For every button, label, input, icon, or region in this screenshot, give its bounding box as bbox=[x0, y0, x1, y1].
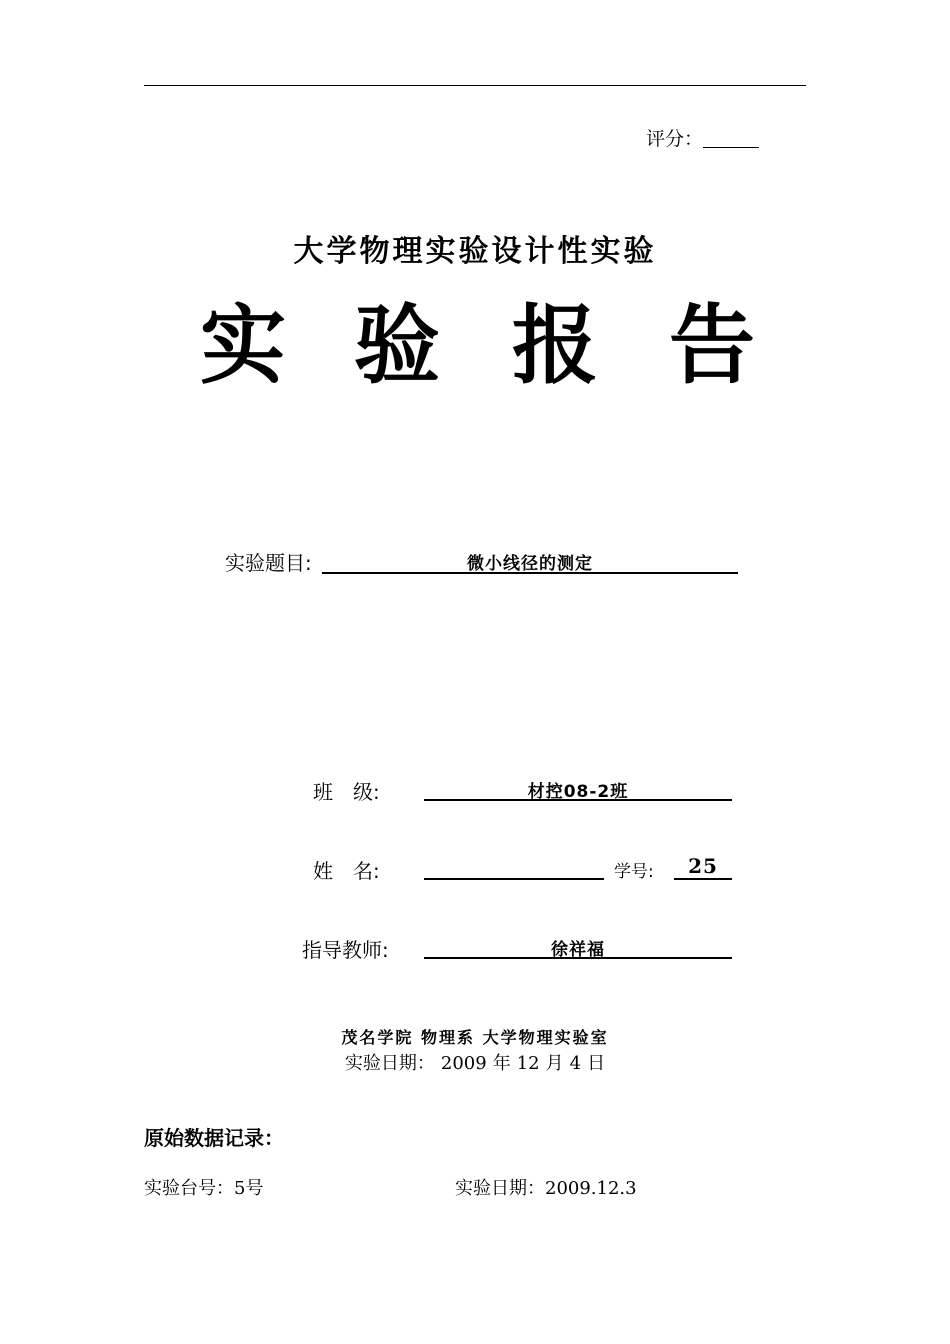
class-label: 班 级: bbox=[313, 780, 380, 804]
teacher-underline bbox=[424, 957, 732, 959]
student-id-label: 学号: bbox=[614, 862, 654, 882]
topic-value: 微小线径的测定 bbox=[467, 554, 593, 574]
raw-data-title: 原始数据记录： bbox=[144, 1126, 284, 1150]
score-label: 评分： bbox=[646, 128, 704, 150]
bench-label: 实验台号： bbox=[144, 1178, 234, 1199]
teacher-label: 指导教师: bbox=[302, 938, 389, 962]
student-id-value: 25 bbox=[688, 854, 718, 878]
student-id-underline bbox=[674, 878, 732, 880]
report-date-month: 12 bbox=[516, 1053, 540, 1074]
class-value: 材控08-2班 bbox=[527, 782, 629, 802]
report-date-month-unit: 月 bbox=[545, 1053, 564, 1074]
main-title-char-1: 实 bbox=[200, 296, 286, 396]
topic-label: 实验题目: bbox=[225, 551, 312, 575]
bench-value: 5号 bbox=[234, 1178, 264, 1199]
experiment-date bbox=[455, 1174, 637, 1200]
institution-name: 茂名学院 物理系 大学物理实验室 bbox=[341, 1028, 609, 1047]
main-title-char-4: 告 bbox=[669, 296, 755, 396]
report-subtitle: 大学物理实验设计性实验 bbox=[293, 234, 657, 269]
report-date-day-unit: 日 bbox=[587, 1053, 606, 1074]
report-date-prefix: 实验日期： bbox=[344, 1053, 435, 1074]
score-blank[interactable] bbox=[703, 127, 759, 148]
experiment-date-value: 2009.12.3 bbox=[545, 1178, 637, 1199]
name-label: 姓 名: bbox=[313, 859, 380, 883]
bench-number bbox=[144, 1174, 263, 1200]
topic-underline bbox=[322, 572, 738, 574]
main-title-char-3: 报 bbox=[512, 296, 598, 396]
report-date-year-unit: 年 bbox=[492, 1053, 511, 1074]
teacher-value: 徐祥福 bbox=[551, 940, 605, 960]
score-field bbox=[646, 124, 759, 151]
report-date bbox=[0, 1049, 950, 1075]
name-underline bbox=[424, 878, 604, 880]
class-underline bbox=[424, 799, 732, 801]
header-rule bbox=[144, 85, 806, 86]
report-date-day: 4 bbox=[569, 1053, 582, 1074]
report-date-year: 2009 bbox=[440, 1053, 487, 1074]
experiment-date-label: 实验日期： bbox=[455, 1178, 545, 1199]
main-title-char-2: 验 bbox=[354, 296, 440, 396]
